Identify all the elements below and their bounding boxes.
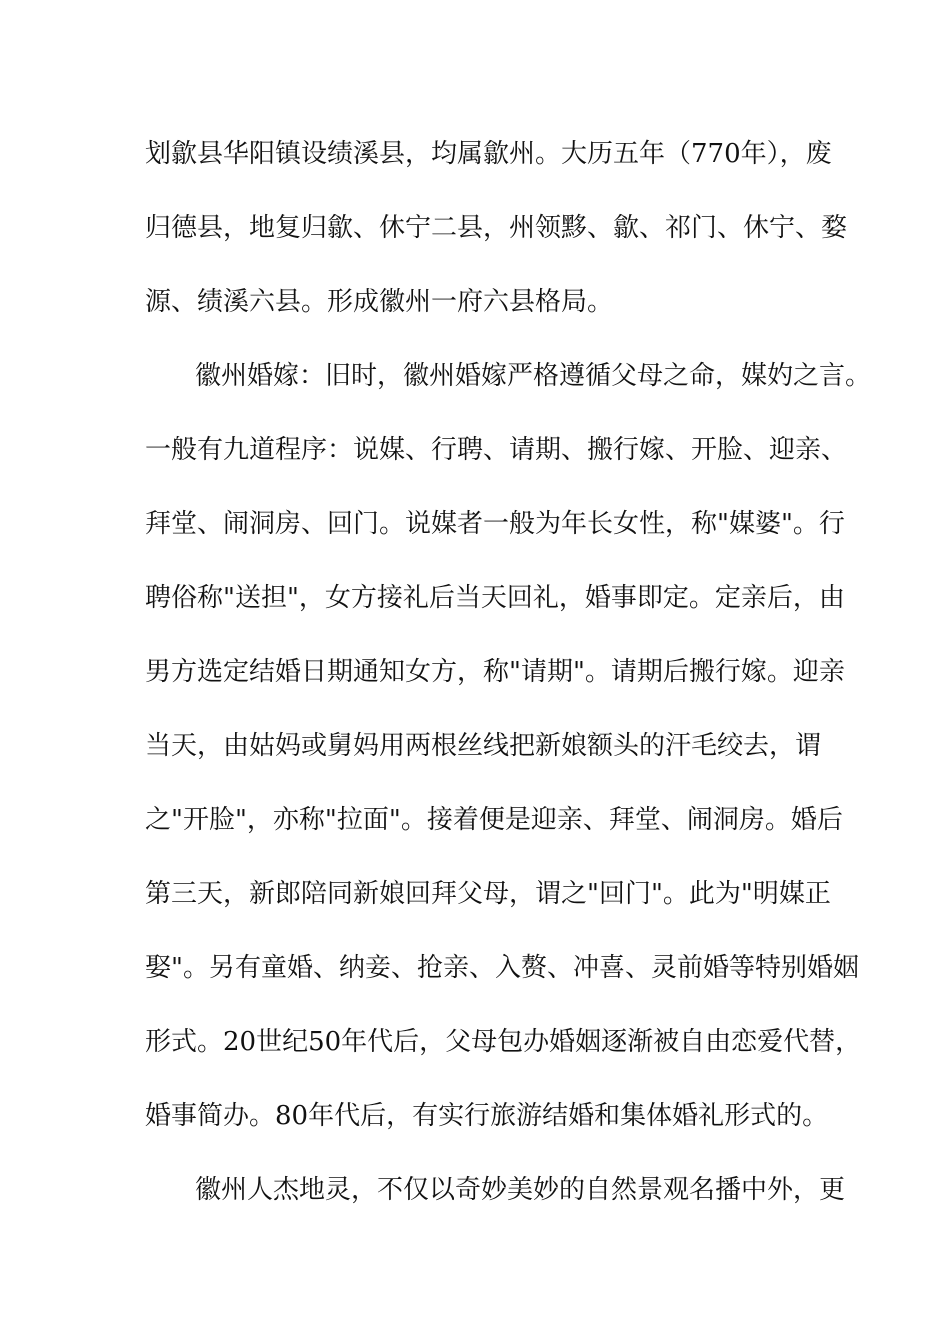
text-line: 第三天，新郎陪同新娘回拜父母，谓之"回门"。此为"明媒正 xyxy=(145,879,831,909)
text-line: 之"开脸"，亦称"拉面"。接着便是迎亲、拜堂、闹洞房。婚后 xyxy=(145,805,843,835)
text-line: 婚事简办。80年代后，有实行旅游结婚和集体婚礼形式的。 xyxy=(145,1101,829,1131)
paragraph-start-line: 徽州婚嫁：旧时，徽州婚嫁严格遵循父母之命，媒妁之言。 xyxy=(195,361,872,391)
text-line: 划歙县华阳镇设绩溪县，均属歙州。大历五年（770年），废 xyxy=(145,139,832,169)
text-line: 源、绩溪六县。形成徽州一府六县格局。 xyxy=(145,287,614,317)
text-line: 聘俗称"送担"，女方接礼后当天回礼，婚事即定。定亲后，由 xyxy=(145,583,845,613)
paragraph-start-line: 徽州人杰地灵，不仅以奇妙美妙的自然景观名播中外，更 xyxy=(195,1175,846,1205)
text-line: 归德县，地复归歙、休宁二县，州领黟、歙、祁门、休宁、婺 xyxy=(145,213,848,243)
text-line: 男方选定结婚日期通知女方，称"请期"。请期后搬行嫁。迎亲 xyxy=(145,657,845,687)
text-line: 形式。20世纪50年代后，父母包办婚姻逐渐被自由恋爱代替， xyxy=(145,1027,862,1057)
text-line: 娶"。另有童婚、纳妾、抢亲、入赘、冲喜、灵前婚等特别婚姻 xyxy=(145,953,859,983)
text-line: 当天，由姑妈或舅妈用两根丝线把新娘额头的汗毛绞去，谓 xyxy=(145,731,822,761)
text-line: 一般有九道程序：说媒、行聘、请期、搬行嫁、开脸、迎亲、 xyxy=(145,435,848,465)
text-line: 拜堂、闹洞房、回门。说媒者一般为年长女性，称"媒婆"。行 xyxy=(145,509,845,539)
